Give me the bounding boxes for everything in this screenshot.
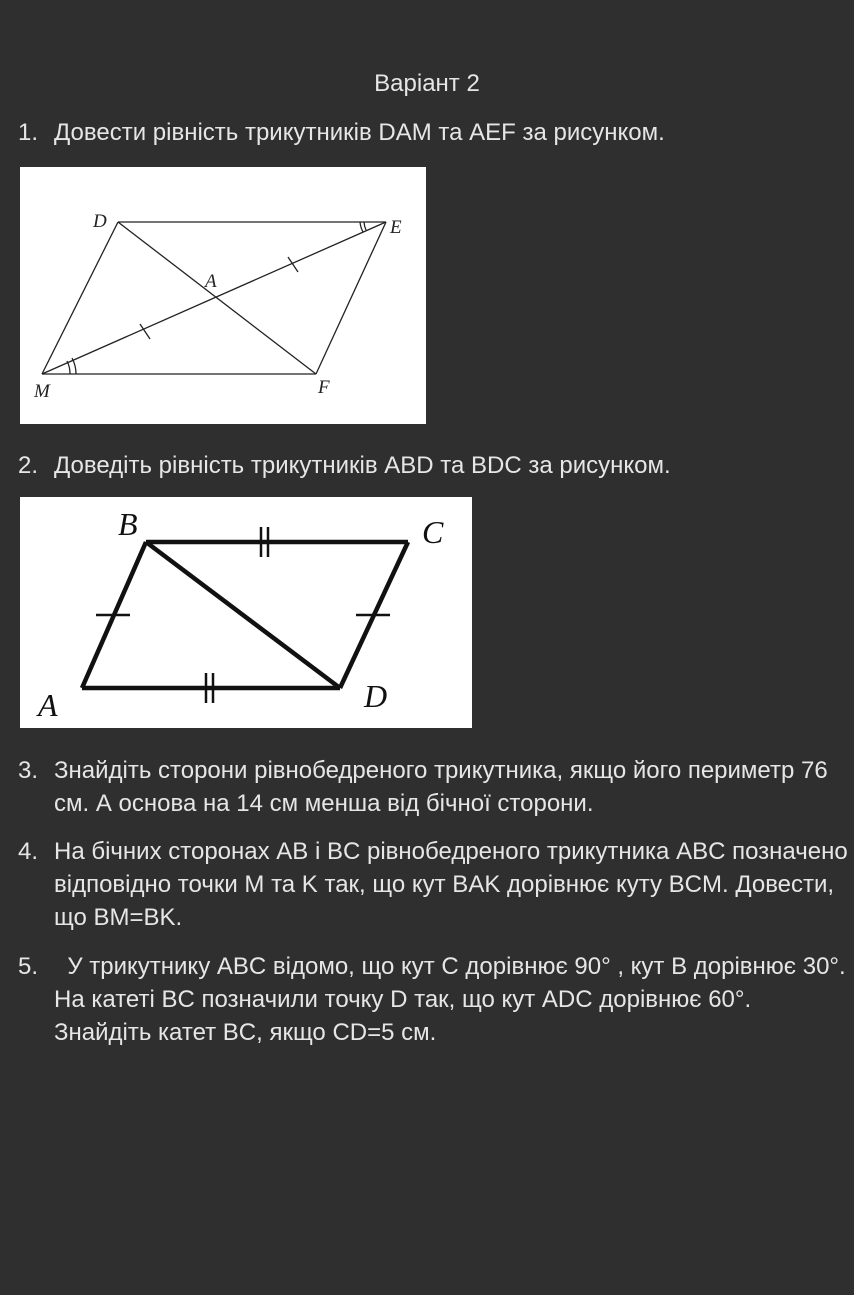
- side-md: [42, 222, 118, 374]
- task-1: [18, 116, 848, 149]
- side-ef: [316, 222, 386, 374]
- label-m: M: [34, 381, 50, 402]
- task-4: [18, 835, 848, 934]
- task-number: 4.: [18, 838, 39, 865]
- diagonal-df: [118, 222, 316, 374]
- label-d: D: [364, 678, 388, 714]
- task-number: 3.: [18, 757, 39, 784]
- label-b: B: [118, 506, 138, 542]
- angle-arc-m: [67, 361, 70, 374]
- task-3: [18, 754, 848, 820]
- task-2: [18, 449, 848, 482]
- label-d: D: [93, 211, 107, 232]
- angle-arc-e-2: [364, 222, 366, 230]
- label-e: E: [390, 217, 402, 238]
- label-a: A: [38, 687, 58, 723]
- label-c: C: [422, 514, 444, 550]
- figure-parallelogram-dmfe: [20, 167, 426, 424]
- diagonal-bd: [146, 542, 340, 688]
- label-a: A: [205, 271, 217, 292]
- task-text: Доведіть рівність трикутників ABD та BDC за рисунком.: [54, 452, 671, 479]
- task-text: Знайдіть сторони рівнобедреного трикутника, якщо його периметр 76 см. А основа на 14 см менша від бічної сторони.: [54, 757, 828, 817]
- task-text: На бічних сторонах AB і BC рівнобедреного трикутника ABC позначено відповідно точки M та K так, що кут BAK дорівнює куту BCM. Довести, що BM=BK.: [54, 838, 848, 931]
- task-5: [18, 950, 853, 1049]
- label-f: F: [318, 377, 330, 398]
- diagonal-me: [42, 222, 386, 374]
- task-text: Довести рівність трикутників DAM та AEF за рисунком.: [54, 119, 665, 146]
- task-number: 1.: [18, 119, 39, 146]
- angle-arc-e: [360, 222, 363, 232]
- task-number: 2.: [18, 452, 39, 479]
- variant-title: Варіант 2: [374, 70, 480, 97]
- task-number: 5.: [18, 953, 39, 980]
- task-text: У трикутнику ABC відомо, що кут C дорівнює 90° , кут B дорівнює 30°. На катеті BC позначили точку D так, що кут ADC дорівнює 60°. Знайдіть катет BC, якщо CD=5 см.: [54, 953, 853, 1046]
- figure-parallelogram-abcd: [20, 497, 472, 728]
